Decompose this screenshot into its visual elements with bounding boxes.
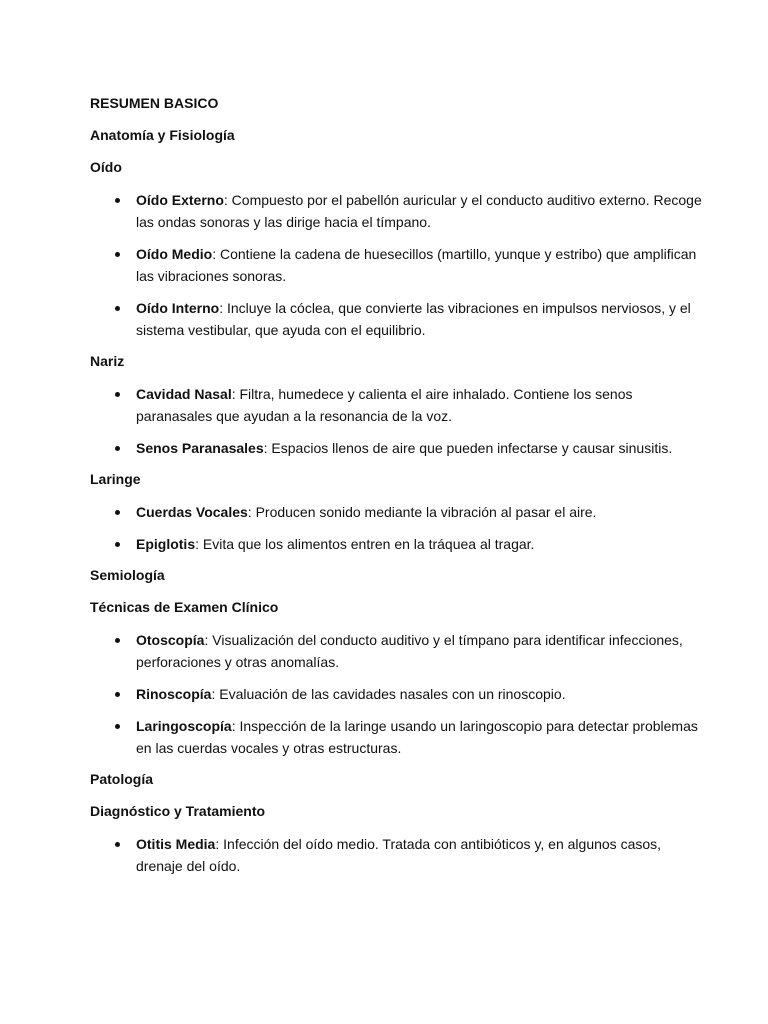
item-term: Otitis Media bbox=[136, 836, 216, 852]
diagnostico-list bbox=[90, 833, 708, 877]
item-term: Laringoscopía bbox=[136, 718, 232, 734]
bullet-icon bbox=[115, 198, 120, 203]
item-term: Senos Paranasales bbox=[136, 440, 264, 456]
section-heading-semiologia: Semiología bbox=[90, 567, 165, 583]
list-item bbox=[90, 383, 708, 427]
document-title: RESUMEN BASICO bbox=[90, 95, 219, 111]
section-heading-oido: Oído bbox=[90, 159, 122, 175]
list-item bbox=[90, 629, 708, 673]
list-item bbox=[90, 533, 708, 555]
oido-list bbox=[90, 189, 708, 341]
item-text: : Visualización del conducto auditivo y el tímpano para identificar infecciones, perforaciones y otras anomalías. bbox=[136, 632, 683, 670]
bullet-icon bbox=[115, 542, 120, 547]
item-term: Oído Medio bbox=[136, 246, 213, 262]
list-item bbox=[90, 297, 708, 341]
section-heading-nariz: Nariz bbox=[90, 353, 125, 369]
item-text: : Filtra, humedece y calienta el aire inhalado. Contiene los senos paranasales que ayudan a la resonancia de la voz. bbox=[136, 386, 633, 424]
section-heading-tecnicas: Técnicas de Examen Clínico bbox=[90, 599, 279, 615]
item-text: : Evaluación de las cavidades nasales con un rinoscopio. bbox=[211, 686, 566, 702]
item-term: Cavidad Nasal bbox=[136, 386, 232, 402]
section-heading-patologia: Patología bbox=[90, 771, 154, 787]
section-heading-laringe: Laringe bbox=[90, 471, 141, 487]
bullet-icon bbox=[115, 392, 120, 397]
item-text: : Evita que los alimentos entren en la tráquea al tragar. bbox=[195, 536, 535, 552]
item-text: : Producen sonido mediante la vibración al pasar el aire. bbox=[247, 504, 597, 520]
item-term: Oído Externo bbox=[136, 192, 224, 208]
list-item bbox=[90, 243, 708, 287]
bullet-icon bbox=[115, 306, 120, 311]
bullet-icon bbox=[115, 692, 120, 697]
item-text: : Inspección de la laringe usando un laringoscopio para detectar problemas en las cuerdas vocales y otras estructuras. bbox=[136, 718, 698, 756]
list-item bbox=[90, 189, 708, 233]
bullet-icon bbox=[115, 446, 120, 451]
item-term: Epiglotis bbox=[136, 536, 196, 552]
nariz-list bbox=[90, 383, 708, 459]
bullet-icon bbox=[115, 252, 120, 257]
item-term: Cuerdas Vocales bbox=[136, 504, 248, 520]
item-text: : Infección del oído medio. Tratada con antibióticos y, en algunos casos, drenaje del oído. bbox=[136, 836, 662, 874]
tecnicas-list bbox=[90, 629, 708, 759]
list-item bbox=[90, 437, 708, 459]
laringe-list bbox=[90, 501, 708, 555]
item-term: Oído Interno bbox=[136, 300, 220, 316]
bullet-icon bbox=[115, 724, 120, 729]
section-heading-anatomia: Anatomía y Fisiología bbox=[90, 127, 235, 143]
bullet-icon bbox=[115, 638, 120, 643]
item-text: : Espacios llenos de aire que pueden infectarse y causar sinusitis. bbox=[263, 440, 673, 456]
item-text: : Incluye la cóclea, que convierte las vibraciones en impulsos nerviosos, y el sistema vestibular, que ayuda con el equilibrio. bbox=[136, 300, 691, 338]
item-text: : Contiene la cadena de huesecillos (martillo, yunque y estribo) que amplifican las vibraciones sonoras. bbox=[136, 246, 697, 284]
bullet-icon bbox=[115, 510, 120, 515]
item-term: Otoscopía bbox=[136, 632, 205, 648]
item-text: : Compuesto por el pabellón auricular y el conducto auditivo externo. Recoge las ondas sonoras y las dirige hacia el tímpano. bbox=[136, 192, 702, 230]
list-item bbox=[90, 833, 708, 877]
list-item bbox=[90, 683, 708, 705]
list-item bbox=[90, 501, 708, 523]
list-item bbox=[90, 715, 708, 759]
item-term: Rinoscopía bbox=[136, 686, 212, 702]
section-heading-diagnostico: Diagnóstico y Tratamiento bbox=[90, 803, 266, 819]
bullet-icon bbox=[115, 842, 120, 847]
